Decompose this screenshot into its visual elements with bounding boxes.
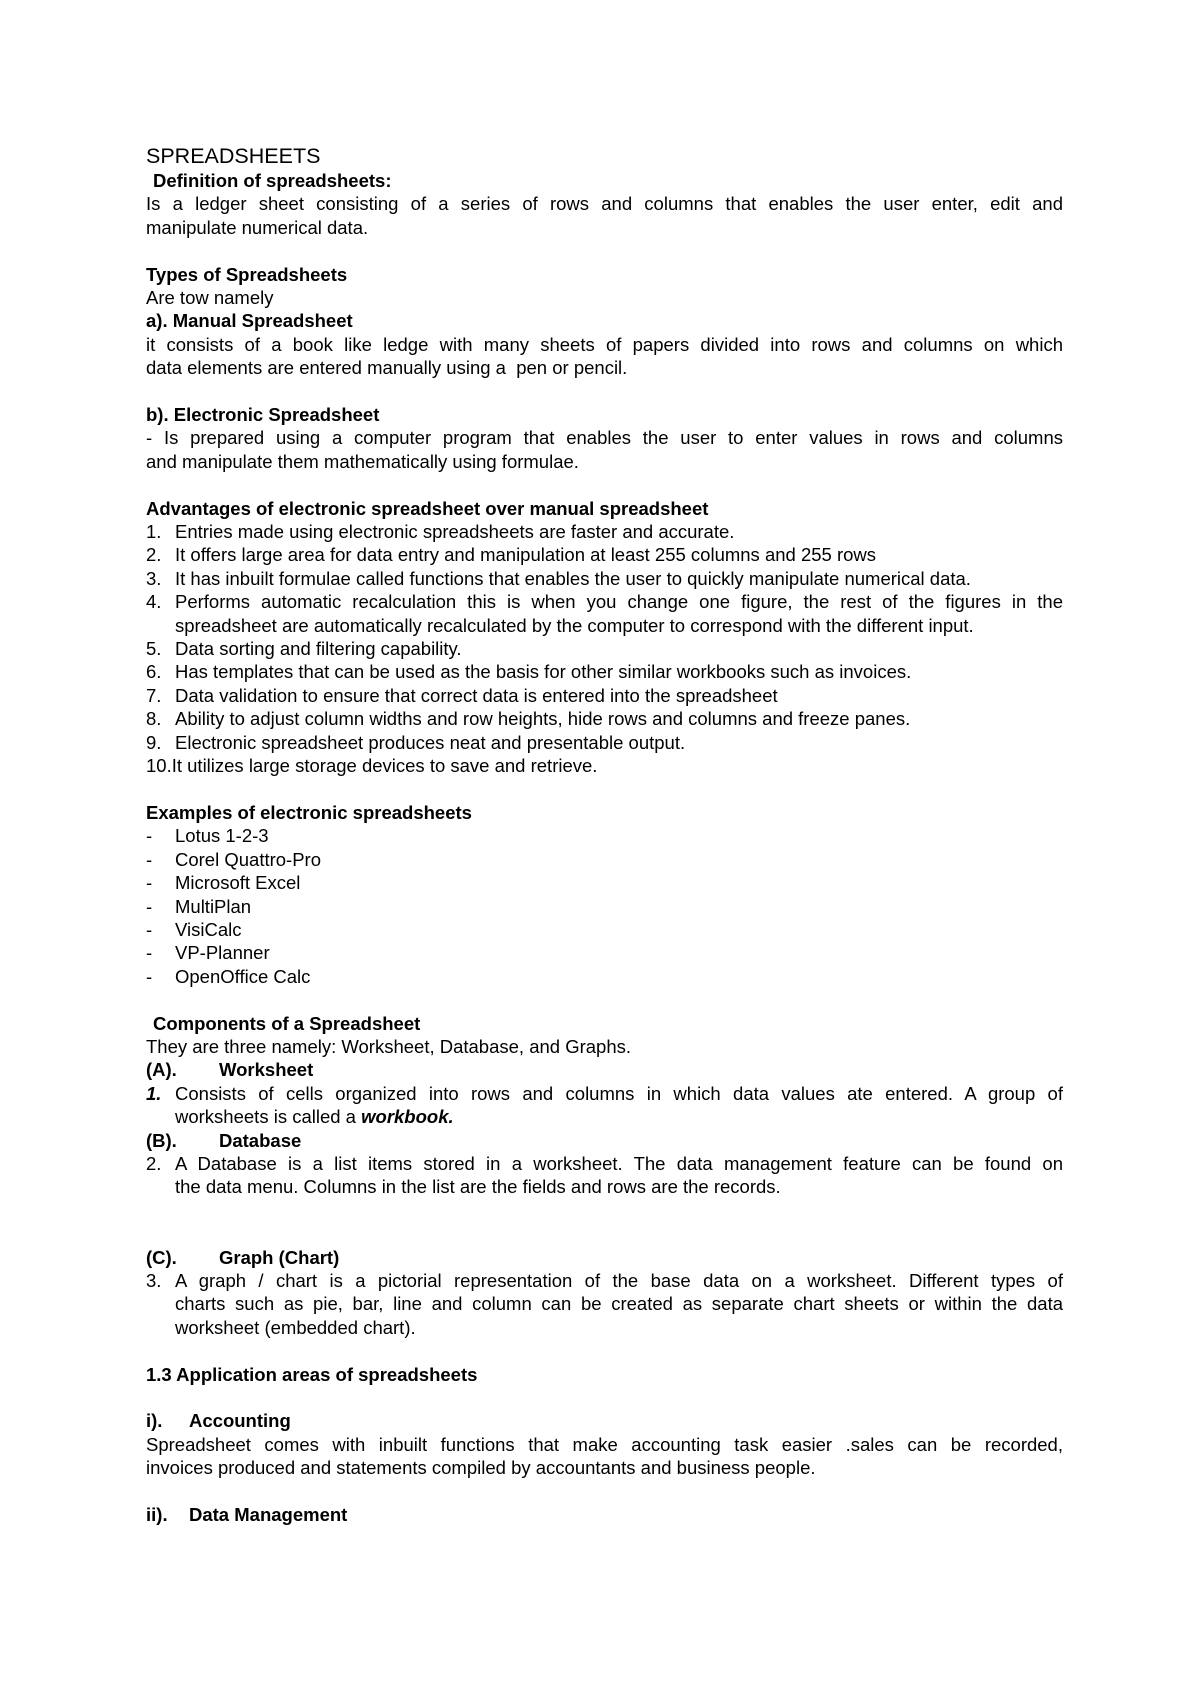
list-item	[146, 660, 1063, 683]
manual-spreadsheet-heading: a). Manual Spreadsheet	[146, 310, 353, 332]
section-title: Accounting	[189, 1410, 291, 1432]
list-item	[146, 684, 1063, 707]
item-text: Microsoft Excel	[175, 872, 301, 894]
worksheet-heading	[146, 1058, 1063, 1081]
item-text: It has inbuilt formulae called functions that enables the user to quickly manipulate numerical data.	[175, 567, 971, 589]
types-intro: Are tow namely	[146, 287, 274, 309]
section-title: Worksheet	[219, 1059, 314, 1081]
item-number: 5.	[146, 638, 162, 660]
dash-bullet: -	[146, 942, 153, 964]
item-number: 1.	[146, 1082, 162, 1104]
manual-line-1: it consists of a book like ledge with many sheets of papers divided into rows and columns on which	[146, 333, 1063, 355]
item-number: 6.	[146, 661, 162, 683]
section-title: Database	[219, 1129, 302, 1151]
list-item	[146, 590, 1063, 637]
item-text: It offers large area for data entry and manipulation at least 255 columns and 255 rows	[175, 544, 877, 566]
accounting-line-1: Spreadsheet comes with inbuilt functions that make accounting task easier .sales can be recorded,	[146, 1433, 1063, 1455]
dash-bullet: -	[146, 872, 153, 894]
graph-heading	[146, 1246, 1063, 1269]
item-text: VisiCalc	[175, 918, 242, 940]
item-text: Entries made using electronic spreadsheets are faster and accurate.	[175, 521, 735, 543]
page-title: SPREADSHEETS	[146, 144, 321, 168]
item-text-continued: charts such as pie, bar, line and column can be created as separate chart sheets or within the data	[175, 1293, 1063, 1315]
accounting-heading	[146, 1409, 1063, 1432]
item-text: Corel Quattro-Pro	[175, 848, 321, 870]
section-title: Data Management	[189, 1504, 348, 1526]
spacer	[146, 473, 1063, 496]
spacer	[146, 1386, 1063, 1409]
worksheet-item	[146, 1082, 1063, 1129]
components-heading: Components of a Spreadsheet	[153, 1012, 421, 1034]
list-item	[146, 707, 1063, 730]
list-item	[146, 895, 1063, 918]
item-number: 10.	[146, 755, 172, 777]
list-item	[146, 520, 1063, 543]
list-item	[146, 941, 1063, 964]
dash-bullet: -	[146, 895, 153, 917]
item-text: Performs automatic recalculation this is when you change one figure, the rest of the figures in the	[175, 591, 1063, 613]
item-text: OpenOffice Calc	[175, 965, 311, 987]
data-management-heading	[146, 1503, 1063, 1526]
spacer	[146, 988, 1063, 1011]
item-number: 4.	[146, 591, 162, 613]
section-label: (A).	[146, 1059, 177, 1081]
item-text-block	[175, 590, 1063, 637]
section-label: ii).	[146, 1504, 168, 1526]
list-item	[146, 824, 1063, 847]
item-number: 2.	[146, 544, 162, 566]
item-number: 1.	[146, 521, 162, 543]
types-heading: Types of Spreadsheets	[146, 263, 348, 285]
application-heading: 1.3 Application areas of spreadsheets	[146, 1363, 478, 1385]
dash-bullet: -	[146, 918, 153, 940]
item-number: 8.	[146, 708, 162, 730]
dash-bullet: -	[146, 848, 153, 870]
list-item	[146, 637, 1063, 660]
list-item	[146, 871, 1063, 894]
electronic-line-2: and manipulate them mathematically using formulae.	[146, 450, 579, 472]
item-text-block	[175, 1269, 1063, 1339]
definition-line-2: manipulate numerical data.	[146, 216, 369, 238]
list-item	[146, 543, 1063, 566]
item-text: A graph / chart is a pictorial representation of the base data on a worksheet. Different types of	[175, 1270, 1063, 1291]
examples-heading: Examples of electronic spreadsheets	[146, 801, 472, 823]
item-number: 9.	[146, 731, 162, 753]
section-label: (B).	[146, 1129, 177, 1151]
section-label: (C).	[146, 1246, 177, 1268]
item-text: Has templates that can be used as the basis for other similar workbooks such as invoices.	[175, 661, 912, 683]
database-item	[146, 1152, 1063, 1199]
definition-heading: Definition of spreadsheets:	[153, 170, 392, 191]
item-text: It utilizes large storage devices to save and retrieve.	[171, 755, 598, 777]
workbook-term: workbook.	[361, 1106, 454, 1128]
item-text-block	[175, 1082, 1063, 1129]
components-intro: They are three namely: Worksheet, Database, and Graphs.	[146, 1035, 632, 1057]
item-text: MultiPlan	[175, 895, 252, 917]
item-number: 2.	[146, 1152, 162, 1174]
item-text: A Database is a list items stored in a worksheet. The data management feature can be found on	[175, 1152, 1063, 1174]
list-item	[146, 848, 1063, 871]
item-text-continued: the data menu. Columns in the list are the fields and rows are the records.	[175, 1176, 781, 1198]
list-item	[146, 754, 1063, 777]
item-text-continued: worksheet (embedded chart).	[175, 1316, 416, 1338]
item-text: Data sorting and filtering capability.	[175, 638, 462, 660]
dash-bullet: -	[146, 825, 153, 847]
section-label: i).	[146, 1410, 163, 1432]
item-text: Lotus 1-2-3	[175, 825, 269, 847]
spacer	[146, 1480, 1063, 1503]
list-item	[146, 918, 1063, 941]
spacer	[146, 1339, 1063, 1362]
spacer	[146, 239, 1063, 262]
electronic-line-1: - Is prepared using a computer program that enables the user to enter values in rows and columns	[146, 427, 1063, 449]
electronic-spreadsheet-heading: b). Electronic Spreadsheet	[146, 404, 380, 426]
list-item	[146, 965, 1063, 988]
item-text-pre: worksheets is called a	[175, 1106, 362, 1128]
item-text: Electronic spreadsheet produces neat and presentable output.	[175, 731, 686, 753]
item-text: Data validation to ensure that correct data is entered into the spreadsheet	[175, 684, 778, 706]
spacer	[146, 380, 1063, 403]
item-text-continued	[175, 1105, 1063, 1128]
advantages-list	[146, 520, 1063, 777]
spacer	[146, 1199, 1063, 1246]
definition-line-1: Is a ledger sheet consisting of a series of rows and columns that enables the user enter, edit and	[146, 193, 1063, 215]
section-title: Graph (Chart)	[219, 1246, 340, 1268]
document-page	[146, 143, 1063, 1526]
accounting-line-2: invoices produced and statements compiled by accountants and business people.	[146, 1457, 816, 1479]
list-item	[146, 567, 1063, 590]
item-text: VP-Planner	[175, 942, 270, 964]
item-text: Consists of cells organized into rows and columns in which data values ate entered. A group of	[175, 1082, 1063, 1104]
item-text-block	[175, 1152, 1063, 1199]
item-number: 3.	[146, 1270, 162, 1291]
graph-item	[146, 1269, 1063, 1339]
dash-bullet: -	[146, 965, 153, 987]
item-number: 7.	[146, 684, 162, 706]
list-item	[146, 731, 1063, 754]
item-text: Ability to adjust column widths and row heights, hide rows and columns and freeze panes.	[175, 708, 911, 730]
manual-line-2: data elements are entered manually using a pen or pencil.	[146, 357, 628, 379]
database-heading	[146, 1129, 1063, 1152]
examples-list	[146, 824, 1063, 988]
advantages-heading: Advantages of electronic spreadsheet over manual spreadsheet	[146, 497, 709, 519]
spacer	[146, 778, 1063, 801]
item-text-continued: spreadsheet are automatically recalculated by the computer to correspond with the different input.	[175, 614, 974, 636]
item-number: 3.	[146, 567, 162, 589]
